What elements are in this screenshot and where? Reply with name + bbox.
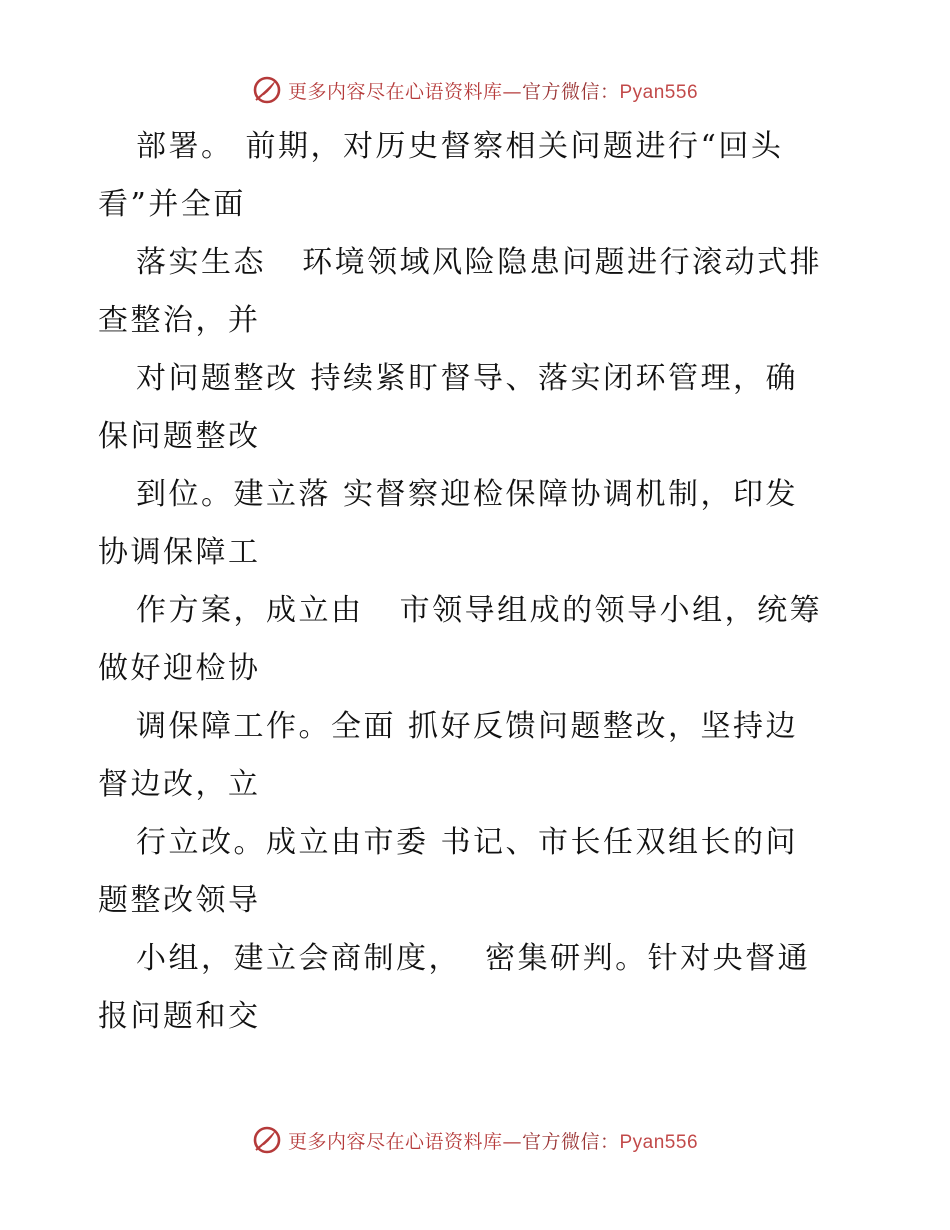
body-line: 做好迎检协 <box>98 651 261 686</box>
document-body <box>98 118 858 1046</box>
body-line: 对问题整改 持续紧盯督导、落实闭环管理，确 <box>136 361 799 396</box>
body-line: 调保障工作。全面 抓好反馈问题整改，坚持边 <box>136 709 799 744</box>
body-line: 看”并全面 <box>98 187 246 222</box>
header-banner <box>0 72 950 108</box>
footer-banner <box>0 1122 950 1158</box>
body-line: 部署。 前期，对历史督察相关问题进行“回头 <box>136 129 784 164</box>
banner-wechat-label: 官方微信： <box>521 1130 620 1153</box>
body-line: 题整改领导 <box>98 883 261 918</box>
body-line: 小组，建立会商制度， 密集研判。针对央督通 <box>136 941 811 976</box>
body-line: 行立改。成立由市委 书记、市长任双组长的问 <box>136 825 799 860</box>
quill-pen-circle-icon <box>252 1125 282 1155</box>
body-line: 到位。建立落 实督察迎检保障协调机制，印发 <box>136 477 799 512</box>
body-line: 落实生态 环境领域风险隐患问题进行滚动式排 <box>136 245 823 280</box>
footer-banner-text <box>288 1127 698 1154</box>
body-line: 协调保障工 <box>98 535 261 570</box>
body-line: 查整治，并 <box>98 303 261 338</box>
header-banner-text <box>288 77 698 104</box>
body-line: 保问题整改 <box>98 419 261 454</box>
quill-pen-circle-icon <box>252 75 282 105</box>
banner-slogan: 更多内容尽在心语资料库— <box>287 1130 522 1153</box>
body-line: 报问题和交 <box>98 999 261 1034</box>
banner-wechat-id: Pyan556 <box>619 1131 699 1153</box>
body-line: 督边改，立 <box>98 767 261 802</box>
banner-wechat-label: 官方微信： <box>521 80 620 103</box>
body-line: 作方案，成立由 市领导组成的领导小组，统筹 <box>136 593 823 628</box>
banner-slogan: 更多内容尽在心语资料库— <box>287 80 522 103</box>
banner-wechat-id: Pyan556 <box>619 81 699 103</box>
